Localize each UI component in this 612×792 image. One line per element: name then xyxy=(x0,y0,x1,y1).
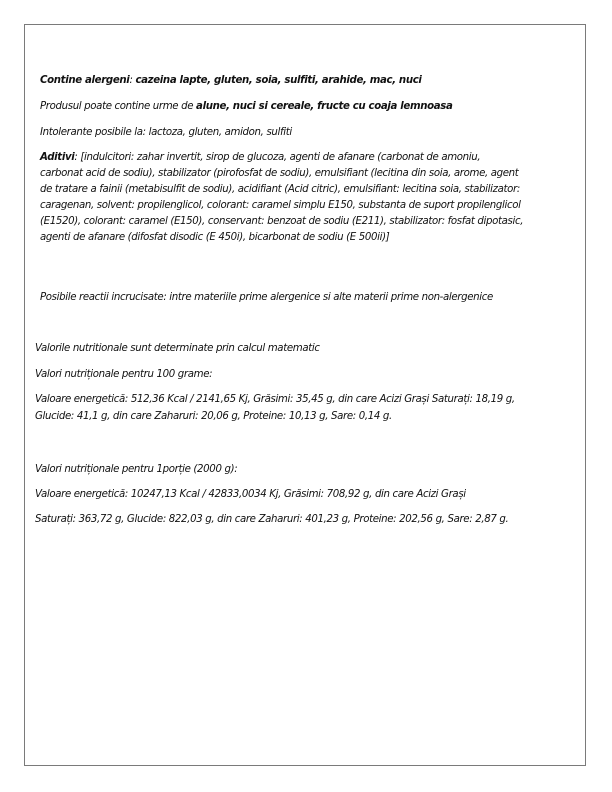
intolerances-line: Intolerante posibile la: lactoza, gluten, amidon, sulfiti xyxy=(40,127,292,138)
nutrition-per100-title: Valori nutriționale pentru 100 grame: xyxy=(35,369,213,380)
additives-line-6: agenti de afanare (difosfat disodic (E 450i), bicarbonat de sodiu (E 500ii)] xyxy=(40,232,390,243)
cross-reactions-line: Posibile reactii incrucisate: intre materiile prime alergenice si alte materii prime non-alergenice xyxy=(40,292,493,303)
nutrition-note: Valorile nutritionale sunt determinate prin calcul matematic xyxy=(35,343,320,354)
additives-line-1 xyxy=(40,150,480,166)
nutrition-per100-line-1: Valoare energetică: 512,36 Kcal / 2141,65 Kj, Grăsimi: 35,45 g, din care Acizi Grași Saturați: 18,19 g, xyxy=(35,394,515,405)
traces-prefix: Produsul poate contine urme de xyxy=(40,101,197,112)
additives-line-2: carbonat acid de sodiu), stabilizator (pirofosfat de sodiu), emulsifiant (lecitina din soia, arome, agent xyxy=(40,168,519,179)
traces-value: alune, nuci si cereale, fructe cu coaja lemnoasa xyxy=(196,101,453,112)
traces-line xyxy=(40,99,453,115)
additives-line-5: (E1520), colorant: caramel (E150), conservant: benzoat de sodiu (E211), stabilizator: fosfat dipotasic, xyxy=(40,216,524,227)
additives-line-3: de tratare a fainii (metabisulfit de sodiu), acidifiant (Acid citric), emulsifiant: lecitina soia, stabilizator: xyxy=(40,184,520,195)
nutrition-portion-line-2: Saturați: 363,72 g, Glucide: 822,03 g, din care Zaharuri: 401,23 g, Proteine: 202,56 g, Sare: 2,87 g. xyxy=(35,514,509,525)
additives-line-4: caragenan, solvent: propilenglicol, colorant: caramel simplu E150, substanta de suport propilenglicol xyxy=(40,200,521,211)
allergens-label: Contine alergeni xyxy=(40,75,130,86)
nutrition-portion-line-1: Valoare energetică: 10247,13 Kcal / 42833,0034 Kj, Grăsimi: 708,92 g, din care Acizi Grași xyxy=(35,489,466,500)
nutrition-portion-title: Valori nutriționale pentru 1porție (2000 g): xyxy=(35,464,238,475)
additives-text: : [indulcitori: zahar invertit, sirop de glucoza, agenti de afanare (carbonat de amoniu, xyxy=(74,152,481,163)
additives-label: Aditivi xyxy=(40,152,75,163)
nutrition-per100-line-2: Glucide: 41,1 g, din care Zaharuri: 20,06 g, Proteine: 10,13 g, Sare: 0,14 g. xyxy=(35,411,392,422)
allergens-line xyxy=(40,73,422,89)
allergens-value: cazeina lapte, gluten, soia, sulfiti, arahide, mac, nuci xyxy=(135,75,422,86)
allergens-separator: : xyxy=(129,75,136,86)
